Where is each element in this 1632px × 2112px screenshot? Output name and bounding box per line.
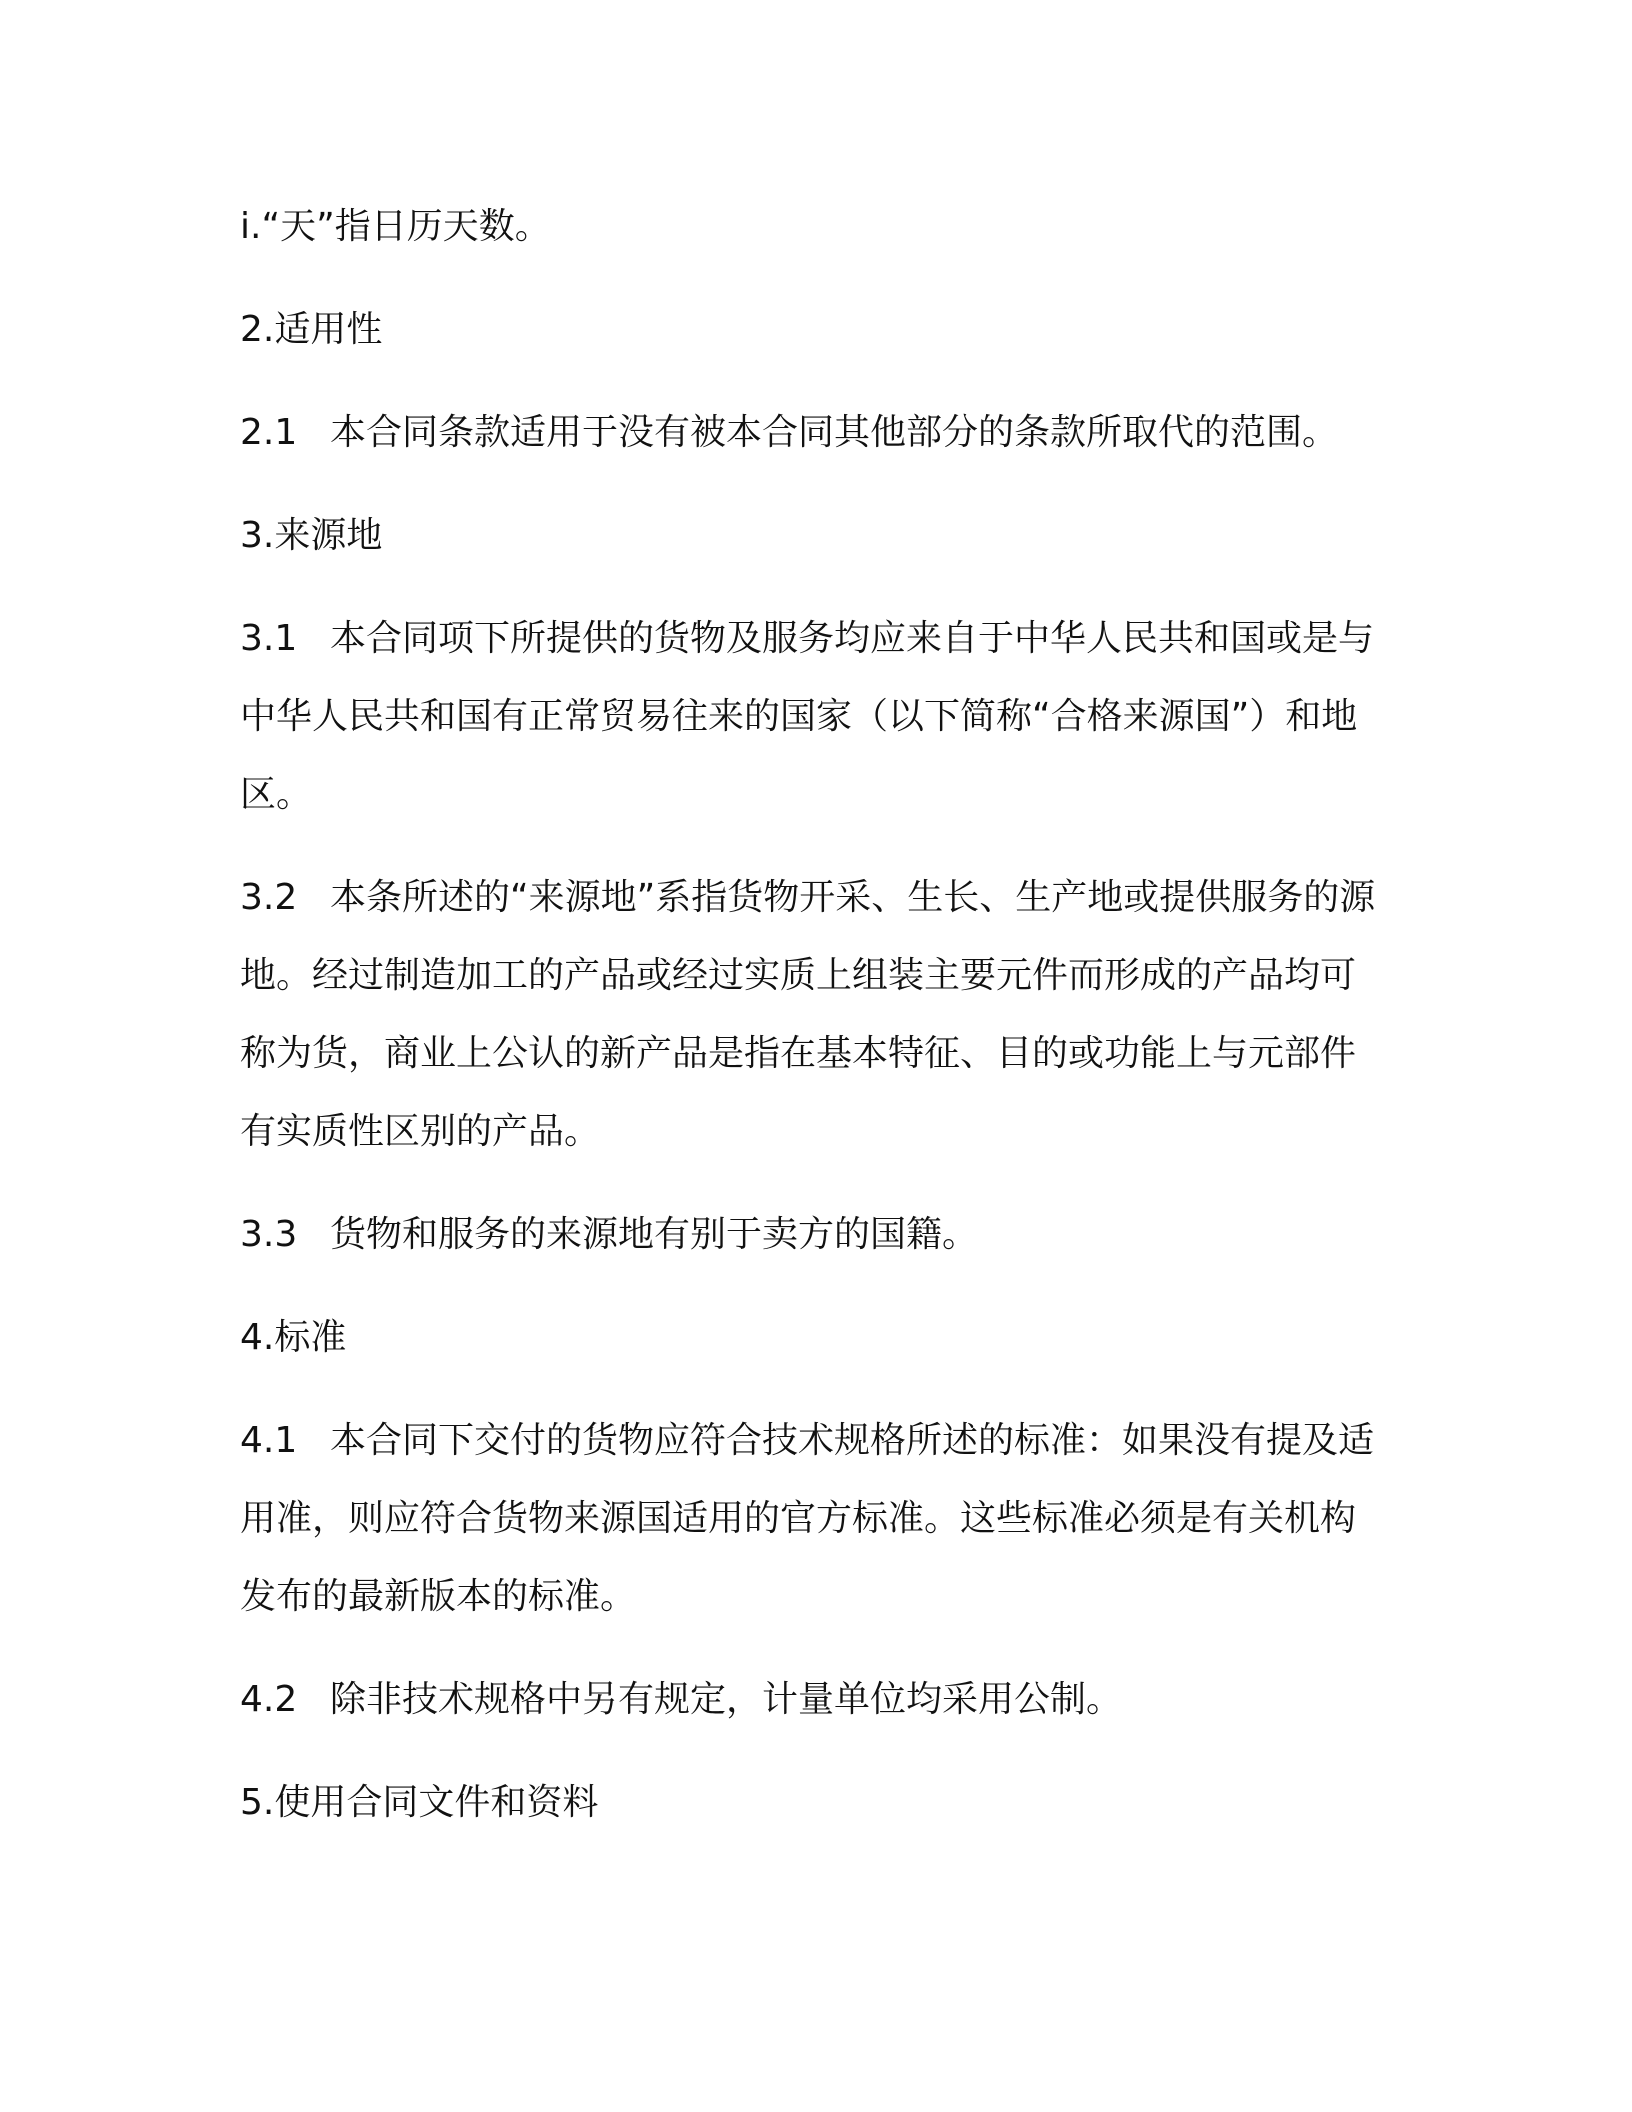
clause-text: 本合同下交付的货物应符合技术规格所述的标准：如果没有提及适用准，则应符合货物来源国适用的官方标准。这些标准必须是有关机构发布的最新版本的标准。 [240,1420,1375,1617]
section-heading-text: 5.使用合同文件和资料 [240,1782,599,1823]
clause-number: 2.1 [240,412,298,453]
clause-3-1 [240,600,1390,834]
clause-text: 本合同条款适用于没有被本合同其他部分的条款所取代的范围。 [330,412,1339,453]
clause-text: 本条所述的“来源地”系指货物开采、生长、生产地或提供服务的源地。经过制造加工的产品或经过实质上组装主要元件而形成的产品均可称为货，商业上公认的新产品是指在基本特征、目的或功能上与元部件有实质性区别的产品。 [240,877,1376,1152]
clause-4-1 [240,1402,1390,1636]
clause-3-3 [240,1196,1390,1274]
definition-day-text: i.“天”指日历天数。 [240,206,551,247]
section-heading-applicability [240,291,1390,369]
clause-number: 4.1 [240,1420,298,1461]
clause-number: 4.2 [240,1679,298,1720]
section-heading-standards [240,1299,1390,1377]
section-heading-text: 2.适用性 [240,309,383,350]
clause-4-2 [240,1661,1390,1739]
clause-2-1 [240,394,1390,472]
clause-text: 货物和服务的来源地有别于卖方的国籍。 [330,1214,979,1255]
document-body [240,188,1390,1867]
section-heading-contract-documents [240,1764,1390,1842]
clause-text: 本合同项下所提供的货物及服务均应来自于中华人民共和国或是与中华人民共和国有正常贸易往来的国家（以下简称“合格来源国”）和地区。 [240,618,1375,815]
clause-text: 除非技术规格中另有规定，计量单位均采用公制。 [330,1679,1123,1720]
section-heading-text: 3.来源地 [240,515,383,556]
clause-number: 3.3 [240,1214,298,1255]
definition-day [240,188,1390,266]
section-heading-origin [240,497,1390,575]
clause-number: 3.1 [240,618,298,659]
clause-number: 3.2 [240,877,298,918]
clause-3-2 [240,859,1390,1171]
section-heading-text: 4.标准 [240,1317,347,1358]
